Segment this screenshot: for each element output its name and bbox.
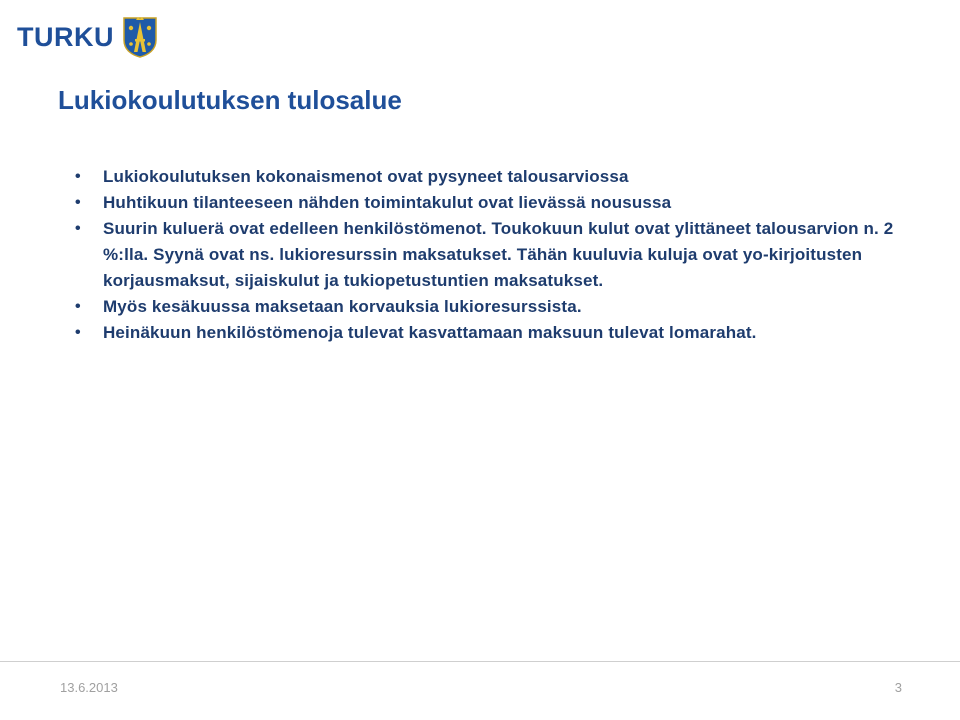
turku-logo xyxy=(17,16,158,58)
bullet-icon: • xyxy=(75,168,81,185)
bullet-item xyxy=(75,216,903,294)
logo-text: TURKU xyxy=(17,21,114,52)
bullet-item xyxy=(75,320,903,346)
bullet-item xyxy=(75,294,903,320)
footer-divider xyxy=(0,661,960,662)
footer-date: 13.6.2013 xyxy=(60,680,118,695)
turku-coat-of-arms-icon xyxy=(122,16,158,58)
bullet-text: Huhtikuun tilanteeseen nähden toimintakulut ovat lievässä nousussa xyxy=(103,193,672,212)
bullet-icon: • xyxy=(75,324,81,341)
page-number: 3 xyxy=(894,680,902,695)
bullet-icon: • xyxy=(75,298,81,315)
bullet-text: Lukiokoulutuksen kokonaismenot ovat pysyneet talousarviossa xyxy=(103,167,629,186)
bullet-icon: • xyxy=(75,194,81,211)
bullet-text: Suurin kuluerä ovat edelleen henkilöstömenot. Toukokuun kulut ovat ylittäneet talousarvion n. 2 %:lla. Syynä ovat ns. lukioresurssin maksatukset. Tähän kuuluvia kuluja ovat yo-kirjoitusten korjausmaksut, sijaiskulut ja tukiopetustuntien maksatukset. xyxy=(103,219,894,290)
bullet-text: Myös kesäkuussa maksetaan korvauksia lukioresurssista. xyxy=(103,297,582,316)
bullet-list xyxy=(75,164,903,346)
bullet-item xyxy=(75,190,903,216)
slide-title: Lukiokoulutuksen tulosalue xyxy=(58,85,402,115)
bullet-icon: • xyxy=(75,220,81,237)
bullet-item xyxy=(75,164,903,190)
bullet-text: Heinäkuun henkilöstömenoja tulevat kasvattamaan maksuun tulevat lomarahat. xyxy=(103,323,757,342)
